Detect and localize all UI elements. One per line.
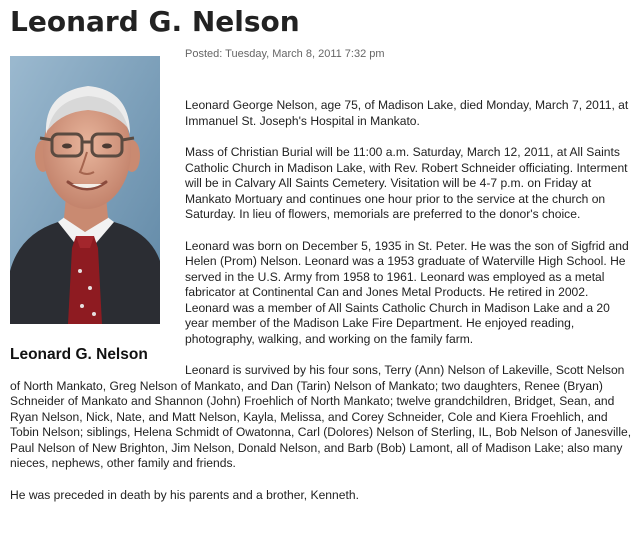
paragraph-services: Mass of Christian Burial will be 11:00 a.m. Saturday, March 12, 2011, at All Saints Catholic Church in Madison Lake, with Rev. Robert Schneider officiating. Interment will be in Calvary All Saints Cemetery. Visitation will be 4-7 p.m. on Friday at Mankato Mortuary and continues one hour prior to the service at the church on Saturday. In lieu of flowers, memorials are preferred to the donor's choice.: [185, 145, 628, 221]
obituary-article: [10, 98, 632, 519]
photo-caption: Leonard G. Nelson: [10, 346, 148, 363]
paragraph-death-notice: Leonard George Nelson, age 75, of Madison Lake, died Monday, March 7, 2011, at Immanuel St. Joseph's Hospital in Mankato.: [185, 98, 629, 128]
paragraph-biography: Leonard was born on December 5, 1935 in St. Peter. He was the son of Sigfrid and Helen (Prom) Nelson. Leonard was a 1953 graduate of Waterville High School. He served in the U.S. Army from 1958 to 1961. Leonard was employed as a metal fabricator at Continental Can and Jones Metal Products. He retired in 2002. Leonard was a member of All Saints Catholic Church in Madison Lake and a 20 year member of the Madison Lake Fire Department. He enjoyed reading, photography, walking, and working on the family farm.: [185, 238, 629, 346]
photo-wrap-spacer: [10, 98, 185, 374]
paragraph-survivors: Leonard is survived by his four sons, Terry (Ann) Nelson of Lakeville, Scott Nelson of North Mankato, Greg Nelson of Mankato, and Dan (Tarin) Nelson of Mankato; two daughters, Renee (Bryan) Schneider of Mankato and Shannon (John) Froehlich of North Mankato; twelve grandchildren, Bridget, Sean, and Ryan Nelson, Nick, Nate, and Matt Nelson, Kayla, Melissa, and Corey Schneider, Cole and Kiera Froehlich, and Tobin Nelson; siblings, Helena Schmidt of Owatonna, Carl (Dolores) Nelson of Sterling, IL, Bob Nelson of Janesville, Paul Nelson of New Brighton, Jim Nelson, Donald Nelson, and Barb (Bob) Lamont, all of Madison Lake; also many nieces, nephews, other family and friends.: [10, 363, 632, 470]
posted-timestamp: Posted: Tuesday, March 8, 2011 7:32 pm: [185, 48, 385, 60]
page-title: Leonard G. Nelson: [10, 5, 300, 38]
paragraph-preceded: He was preceded in death by his parents and a brother, Kenneth.: [10, 487, 359, 502]
